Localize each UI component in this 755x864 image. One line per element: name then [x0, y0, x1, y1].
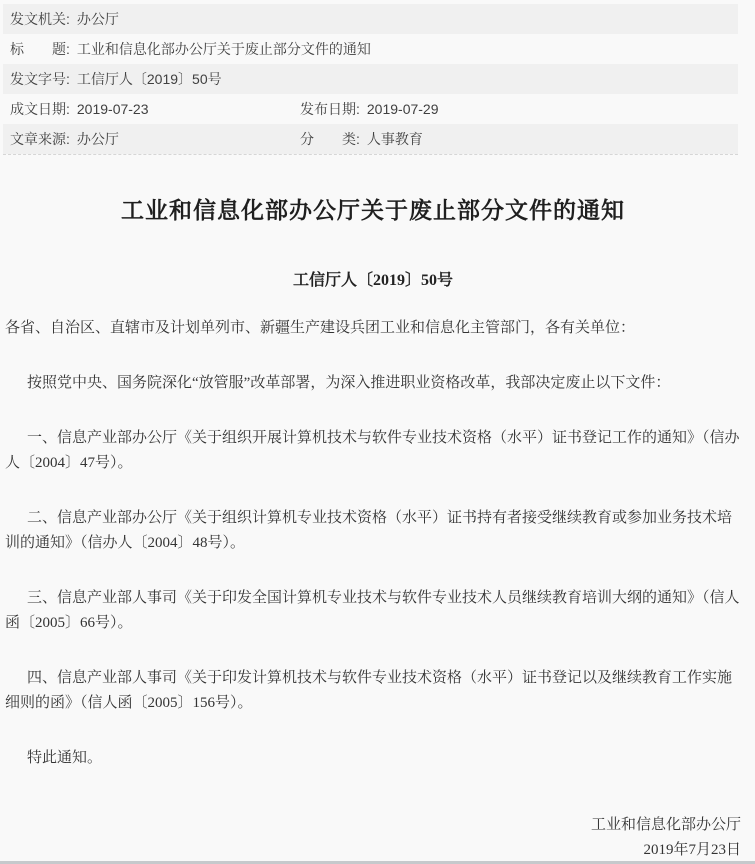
paragraph-item-1: 一、信息产业部办公厅《关于组织开展计算机技术与软件专业技术资格（水平）证书登记工作的通知》（信办人〔2004〕47号）。 [5, 430, 740, 471]
document-body [5, 316, 741, 771]
meta-value-issuing-agency: 办公厅 [76, 11, 119, 27]
paragraph-preamble: 按照党中央、国务院深化“放管服”改革部署，为深入推进职业资格改革，我部决定废止以下文件： [27, 375, 671, 391]
document-page [0, 4, 755, 864]
meta-cell [10, 69, 222, 89]
meta-row-dates [3, 94, 738, 124]
meta-label-doc-number: 发文字号: [10, 71, 70, 87]
meta-row-title [3, 34, 738, 64]
paragraph-item-2: 二、信息产业部办公厅《关于组织计算机专业技术资格（水平）证书持有者接受继续教育或参加业务技术培训的通知》（信办人〔2004〕48号）。 [5, 510, 733, 551]
meta-value-publish-date: 2019-07-29 [366, 101, 439, 117]
meta-value-source: 办公厅 [76, 131, 119, 147]
signature-agency: 工业和信息化部办公厅 [590, 817, 741, 833]
signature-date: 2019年7月23日 [643, 842, 741, 858]
document-meta-table [3, 4, 738, 155]
document-content [0, 195, 755, 863]
meta-cell [10, 99, 300, 119]
meta-cell [300, 129, 423, 149]
meta-value-written-date: 2019-07-23 [76, 101, 149, 117]
meta-row-issuing-agency [3, 4, 738, 34]
meta-cell [10, 39, 371, 59]
meta-value-category: 人事教育 [366, 131, 423, 147]
document-number: 工信厅人〔2019〕50号 [292, 272, 453, 289]
meta-cell [10, 9, 300, 29]
paragraph-item-3: 三、信息产业部人事司《关于印发全国计算机专业技术与软件专业技术人员继续教育培训大纲的通知》（信人函〔2005〕66号）。 [5, 590, 740, 631]
meta-label-source: 文章来源: [10, 131, 70, 147]
paragraph-addressees: 各省、自治区、直辖市及计划单列市、新疆生产建设兵团工业和信息化主管部门，各有关单位： [5, 320, 636, 336]
meta-label-publish-date: 发布日期: [300, 101, 360, 117]
closing-note: 特此通知。 [27, 750, 103, 766]
meta-cell [10, 129, 300, 149]
meta-row-source-category [3, 124, 738, 154]
meta-value-title: 工业和信息化部办公厅关于废止部分文件的通知 [76, 41, 371, 57]
meta-label-written-date: 成文日期: [10, 101, 70, 117]
meta-label-category: 分 类: [300, 131, 360, 147]
paragraph-item-4: 四、信息产业部人事司《关于印发计算机技术与软件专业技术资格（水平）证书登记以及继续教育工作实施细则的函》（信人函〔2005〕156号）。 [5, 670, 733, 711]
meta-label-title: 标 题: [10, 41, 70, 57]
meta-value-doc-number: 工信厅人〔2019〕50号 [76, 71, 222, 87]
meta-label-issuing-agency: 发文机关: [10, 11, 70, 27]
document-title: 工业和信息化部办公厅关于废止部分文件的通知 [121, 197, 625, 223]
signature-block [5, 813, 741, 863]
meta-cell [300, 99, 439, 119]
meta-row-doc-number [3, 64, 738, 94]
